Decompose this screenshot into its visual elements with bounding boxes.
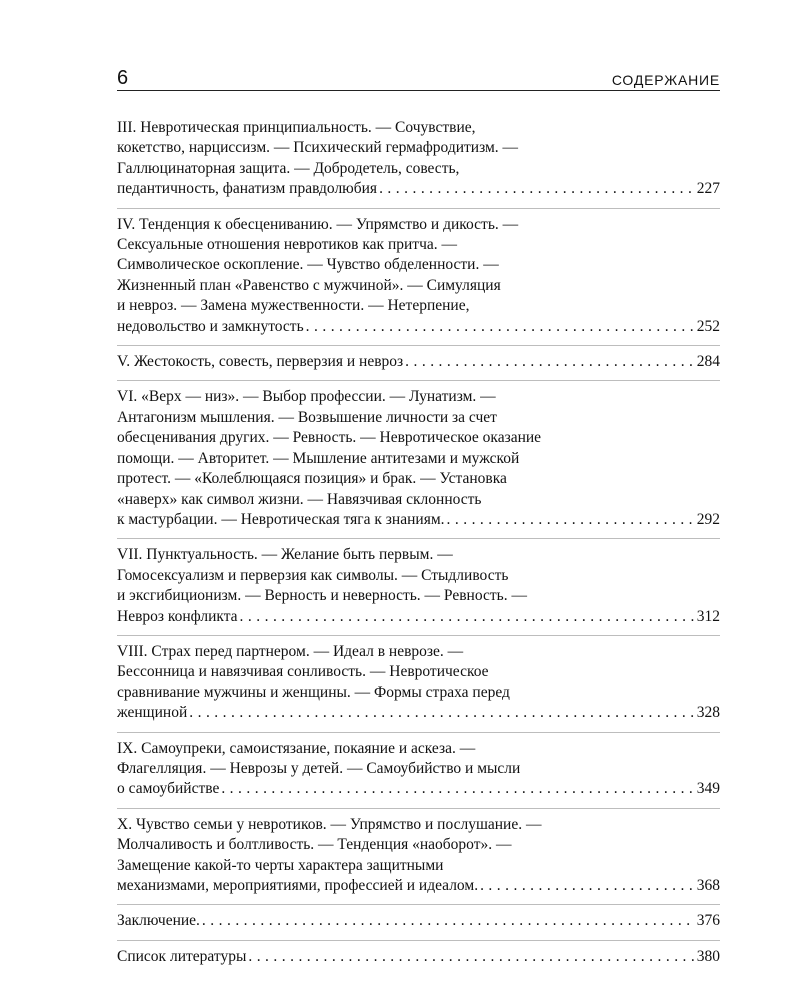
toc-page-number: 252: [696, 317, 720, 335]
toc-entry: [117, 911, 720, 940]
toc-entry-final-line: [117, 703, 720, 723]
toc-entry: [117, 118, 720, 209]
toc-entry-line: III. Невротическая принципиальность. — Сочувствие,: [117, 119, 476, 136]
dot-leader: [379, 179, 695, 199]
toc-entry: [117, 739, 720, 809]
dot-leader: [248, 947, 694, 967]
toc-entry: [117, 215, 720, 346]
toc-page-number: 328: [696, 704, 720, 722]
toc-entry-line: Символическое оскопление. — Чувство обделенности. —: [117, 256, 499, 274]
toc-entry-line: Гомосексуализм и перверзия как символы. — Стыдливость: [117, 566, 509, 584]
toc-entry-final-line: [117, 779, 720, 799]
toc-page-number: 292: [696, 510, 720, 528]
dot-leader: [221, 779, 694, 799]
toc-entry-line: IX. Самоупреки, самоистязание, покаяние и аскеза. —: [117, 739, 476, 757]
toc-entry-final-line: [117, 317, 720, 337]
toc-entry-line: и невроз. — Замена мужественности. — Нетерпение,: [117, 297, 470, 315]
toc-entry: [117, 815, 720, 906]
toc-entry: [117, 642, 720, 733]
toc-entry-final-line: [117, 911, 720, 931]
toc-entry: [117, 387, 720, 539]
toc-entry-line: IV. Тенденция к обесцениванию. — Упрямство и дикость. —: [117, 215, 519, 233]
dot-leader: [202, 911, 695, 931]
toc-entry-line: X. Чувство семьи у невротиков. — Упрямство и послушание. —: [117, 815, 542, 833]
toc-entry-final-line: [117, 510, 720, 530]
toc-entry-line: «наверх» как символ жизни. — Навязчивая склонность: [117, 490, 482, 508]
toc-page-number: 380: [696, 947, 720, 965]
toc-entry-line: VII. Пунктуальность. — Желание быть первым. —: [117, 546, 453, 564]
dot-leader: [306, 317, 695, 337]
toc-page-number: 312: [696, 607, 720, 625]
toc-entry-text: V. Жестокость, совесть, перверзия и невроз: [117, 353, 404, 371]
toc-entry-text: Заключение.: [117, 912, 200, 930]
toc-entry-final-line: [117, 947, 720, 967]
page-number: 6: [117, 67, 129, 89]
toc-page-number: 227: [696, 180, 720, 198]
toc-entry-final-line: [117, 352, 720, 372]
toc-entry: [117, 545, 720, 636]
toc-entry-text: недовольство и замкнутость: [117, 317, 304, 335]
dot-leader: [405, 352, 695, 372]
toc-entry-line: Антагонизм мышления. — Возвышение личности за счет: [117, 408, 497, 426]
toc-entry-line: Флагелляция. — Неврозы у детей. — Самоубийство и мысли: [117, 759, 521, 777]
toc-entry: [117, 352, 720, 381]
toc-entry-line: Жизненный план «Равенство с мужчиной». — Симуляция: [117, 276, 501, 294]
document-page: [117, 66, 720, 981]
toc-entry-line: Сексуальные отношения невротиков как притча. —: [117, 236, 457, 254]
toc-entry-line: Замещение какой-то черты характера защитными: [117, 856, 444, 874]
dot-leader: [189, 703, 695, 723]
toc-entry-line: кокетство, нарциссизм. — Психический гермафродитизм. —: [117, 139, 519, 157]
toc-entry-line: обесценивания других. — Ревность. — Невротическое оказание: [117, 429, 542, 447]
toc-entry-line: помощи. — Авторитет. — Мышление антитезами и мужской: [117, 449, 520, 467]
dot-leader: [480, 876, 695, 896]
toc-entry-text: женщиной: [117, 704, 188, 722]
toc-page-number: 368: [696, 877, 720, 894]
table-of-contents: [117, 118, 720, 975]
toc-entry-line: и эксгибиционизм. — Верность и неверность. — Ревность. —: [117, 587, 527, 605]
toc-entry-text: Список литературы: [117, 947, 247, 965]
toc-entry: [117, 947, 720, 975]
section-title: СОДЕРЖАНИЕ: [611, 72, 720, 88]
toc-entry-line: Молчаливость и болтливость. — Тенденция «наоборот». —: [117, 836, 512, 854]
toc-entry-line: протест. — «Колеблющаяся позиция» и брак. — Установка: [117, 470, 507, 488]
toc-page-number: 376: [696, 912, 720, 930]
toc-entry-final-line: [117, 607, 720, 627]
toc-entry-final-line: [117, 876, 720, 896]
toc-entry-text: Невроз конфликта: [117, 607, 238, 625]
running-head: [117, 66, 720, 91]
toc-page-number: 284: [696, 353, 720, 371]
toc-entry-final-line: [117, 179, 720, 199]
toc-page-number: 349: [696, 780, 720, 798]
toc-entry-line: VI. «Верх — низ». — Выбор профессии. — Лунатизм. —: [117, 388, 496, 406]
toc-entry-text: механизмами, мероприятиями, профессией и идеалом.: [117, 877, 479, 894]
toc-entry-text: о самоубийстве: [117, 780, 220, 798]
toc-entry-text: педантичность, фанатизм правдолюбия: [117, 180, 378, 198]
toc-entry-line: сравнивание мужчины и женщины. — Формы страха перед: [117, 683, 510, 701]
toc-entry-line: Галлюцинаторная защита. — Добродетель, совесть,: [117, 159, 460, 177]
toc-entry-line: Бессонница и навязчивая сонливость. — Невротическое: [117, 663, 489, 681]
dot-leader: [240, 607, 695, 627]
toc-entry-text: к мастурбации. — Невротическая тяга к знаниям.: [117, 510, 445, 528]
dot-leader: [447, 510, 695, 530]
toc-entry-line: VIII. Страх перед партнером. — Идеал в неврозе. —: [117, 642, 464, 660]
